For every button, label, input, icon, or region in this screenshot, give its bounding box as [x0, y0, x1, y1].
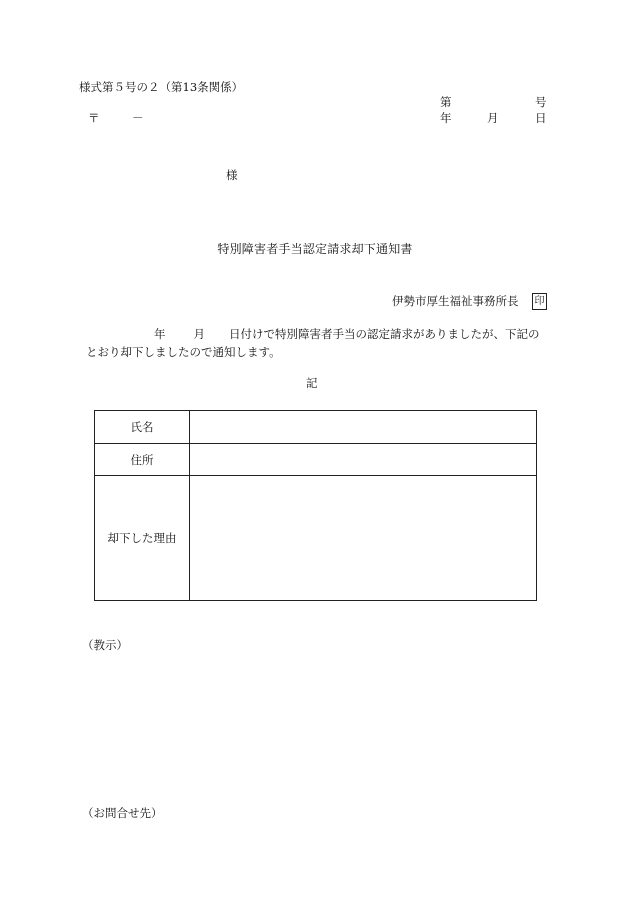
date-year-label: 年: [440, 111, 452, 125]
document-number-prefix: 第: [440, 95, 452, 109]
table-row: [95, 411, 537, 444]
reason-field: [190, 476, 537, 601]
notice-body-line-1: [154, 329, 540, 341]
addressee-suffix: 様: [226, 168, 238, 182]
document-number-suffix: 号: [535, 95, 547, 109]
address-label: 住所: [95, 444, 190, 476]
postal-code-dash: －: [132, 111, 144, 125]
notice-body-text: 日付けで特別障害者手当の認定請求がありましたが、下記の: [229, 327, 540, 341]
document-title: 特別障害者手当認定請求却下通知書: [217, 242, 413, 256]
issuer-name: 伊勢市厚生福祉事務所長: [392, 294, 519, 308]
form-number: 様式第５号の２（第13条関係）: [79, 80, 244, 94]
address-field: [190, 444, 537, 476]
notice-year-label: 年: [154, 327, 166, 341]
contact-heading: （お問合せ先）: [82, 806, 163, 820]
details-table: [94, 410, 537, 601]
official-seal-box: 印: [532, 293, 547, 310]
ki-heading: 記: [306, 376, 318, 390]
postal-mark: 〒: [88, 111, 100, 125]
date-month-label: 月: [487, 111, 499, 125]
reason-label: 却下した理由: [95, 476, 190, 601]
notice-body-line-2: とおり却下しましたので通知します。: [86, 345, 281, 359]
name-field: [190, 411, 537, 444]
instruction-heading: （教示）: [82, 638, 128, 652]
date-day-label: 日: [535, 111, 547, 125]
table-row: [95, 476, 537, 601]
table-row: [95, 444, 537, 476]
notice-month-label: 月: [193, 327, 205, 341]
name-label: 氏名: [95, 411, 190, 444]
